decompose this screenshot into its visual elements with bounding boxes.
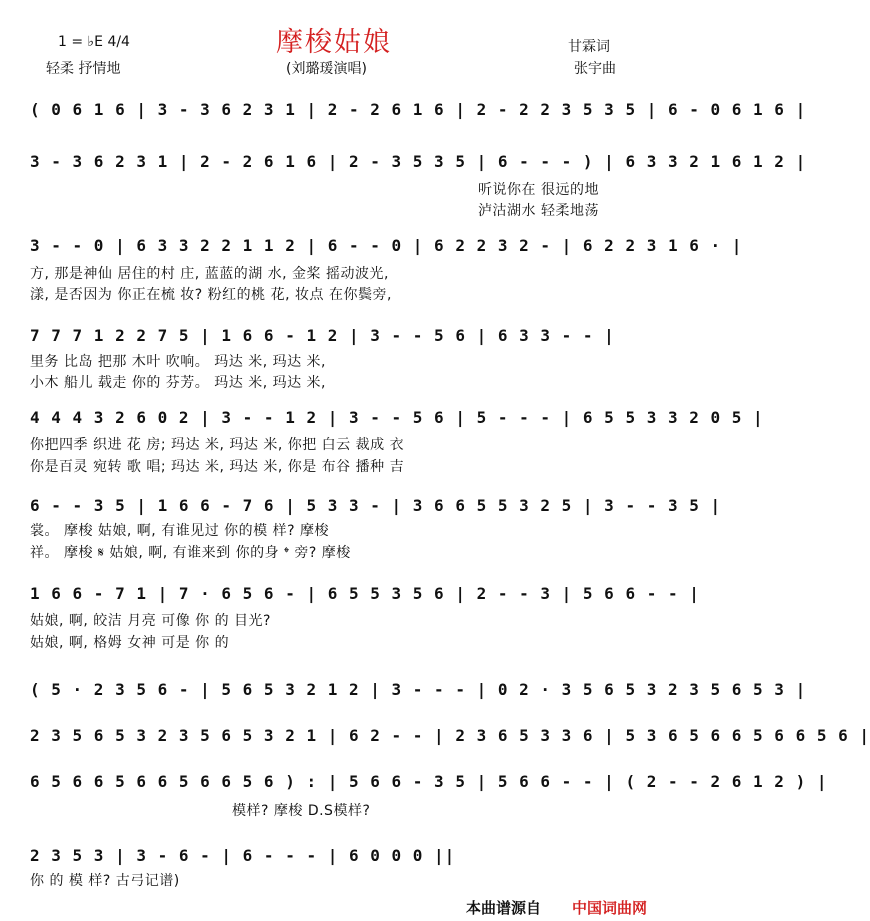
lyric-verse-1: 裳。 摩梭 姑娘, 啊, 有谁见过 你的模 样? 摩梭: [30, 523, 329, 539]
lyric-block-4: [30, 352, 326, 394]
score-line-4: 7 7 7 1 2 2 7 5 | 1 6 6 - 1 2 | 3 - - 5 6 | 6 3 3 - - |: [30, 326, 615, 345]
lyric-verse-1: 姑娘, 啊, 皎洁 月亮 可像 你 的 目光?: [30, 613, 271, 629]
performance-style: 轻柔 抒情地: [46, 61, 121, 77]
lyric-verse-2: 你是百灵 宛转 歌 唱; 玛达 米, 玛达 米, 你是 布谷 播种 吉: [30, 459, 405, 475]
lyric-block-10: [232, 800, 370, 820]
lyric-block-11: [30, 870, 180, 890]
lyric-verse-1: 听说你在 很远的地: [478, 182, 599, 198]
lyric-verse-2: 小木 船儿 载走 你的 芬芳。 玛达 米, 玛达 米,: [30, 375, 327, 391]
lyric-verse-2: 泸沽湖水 轻柔地荡: [478, 203, 599, 219]
lyric-block-2: [478, 180, 599, 222]
song-title: 摩梭姑娘: [276, 27, 392, 58]
performer-credit: (刘璐瑗演唱): [286, 61, 367, 77]
lyric-verse-2: 漾, 是否因为 你正在梳 妆? 粉红的桃 花, 妆点 在你鬓旁,: [30, 287, 392, 303]
score-line-8: ( 5 · 2 3 5 6 - | 5 6 5 3 2 1 2 | 3 - - - | 0 2 · 3 5 6 5 3 2 3 5 6 5 3 |: [30, 680, 807, 699]
score-line-7: 1 6 6 - 7 1 | 7 · 6 5 6 - | 6 5 5 3 5 6 | 2 - - 3 | 5 6 6 - - |: [30, 584, 700, 603]
lyricist-credit: 甘霖词: [568, 39, 610, 55]
lyric-block-6: [30, 520, 351, 564]
lyric-verse-1: 里务 比岛 把那 木叶 吹响。 玛达 米, 玛达 米,: [30, 354, 327, 370]
lyric-verse-1: 方, 那是神仙 居住的村 庄, 蓝蓝的湖 水, 金桨 摇动波光,: [30, 266, 389, 282]
lyric-verse-1: 你 的 模 样? 古弓记谱): [30, 873, 180, 889]
score-line-11: 2 3 5 3 | 3 - 6 - | 6 - - - | 6 0 0 0 ||: [30, 846, 456, 865]
lyric-block-5: [30, 434, 404, 478]
lyric-verse-2: 祥。 摩梭 𝄋 姑娘, 啊, 有谁来到 你的身 𝄌 旁? 摩梭: [30, 545, 351, 561]
lyric-block-3: [30, 264, 392, 306]
score-line-2: 3 - 3 6 2 3 1 | 2 - 2 6 1 6 | 2 - 3 5 3 5 | 6 - - - ) | 6 3 3 2 1 6 1 2 |: [30, 152, 807, 171]
site-name: 中国词曲网: [572, 899, 648, 917]
score-line-1: ( 0 6 1 6 | 3 - 3 6 2 3 1 | 2 - 2 6 1 6 | 2 - 2 2 3 5 3 5 | 6 - 0 6 1 6 |: [30, 100, 807, 119]
lyric-block-7: [30, 610, 271, 654]
score-line-5: 4 4 4 3 2 6 0 2 | 3 - - 1 2 | 3 - - 5 6 | 5 - - - | 6 5 5 3 3 2 0 5 |: [30, 408, 764, 427]
lyric-verse-1: 模样? 摩梭 D.S模样?: [232, 803, 371, 819]
score-line-10: 6 5 6 6 5 6 6 5 6 6 5 6 ) : | 5 6 6 - 3 5 | 5 6 6 - - | ( 2 - - 2 6 1 2 ) |: [30, 772, 828, 791]
lyric-verse-2: 姑娘, 啊, 格姆 女神 可是 你 的: [30, 635, 230, 651]
score-line-3: 3 - - 0 | 6 3 3 2 2 1 1 2 | 6 - - 0 | 6 2 2 3 2 - | 6 2 2 3 1 6 · |: [30, 236, 743, 255]
lyric-verse-1: 你把四季 织进 花 房; 玛达 米, 玛达 米, 你把 白云 裁成 衣: [30, 437, 405, 453]
source-label: 本曲谱源自: [466, 899, 542, 917]
key-signature: 1 = ♭E 4/4: [58, 34, 130, 50]
score-line-9: 2 3 5 6 5 3 2 3 5 6 5 3 2 1 | 6 2 - - | 2 3 6 5 3 3 6 | 5 3 6 5 6 6 5 6 6 5 6 |: [30, 726, 870, 745]
composer-credit: 张宇曲: [574, 61, 616, 77]
score-line-6: 6 - - 3 5 | 1 6 6 - 7 6 | 5 3 3 - | 3 6 6 5 5 3 2 5 | 3 - - 3 5 |: [30, 496, 722, 515]
